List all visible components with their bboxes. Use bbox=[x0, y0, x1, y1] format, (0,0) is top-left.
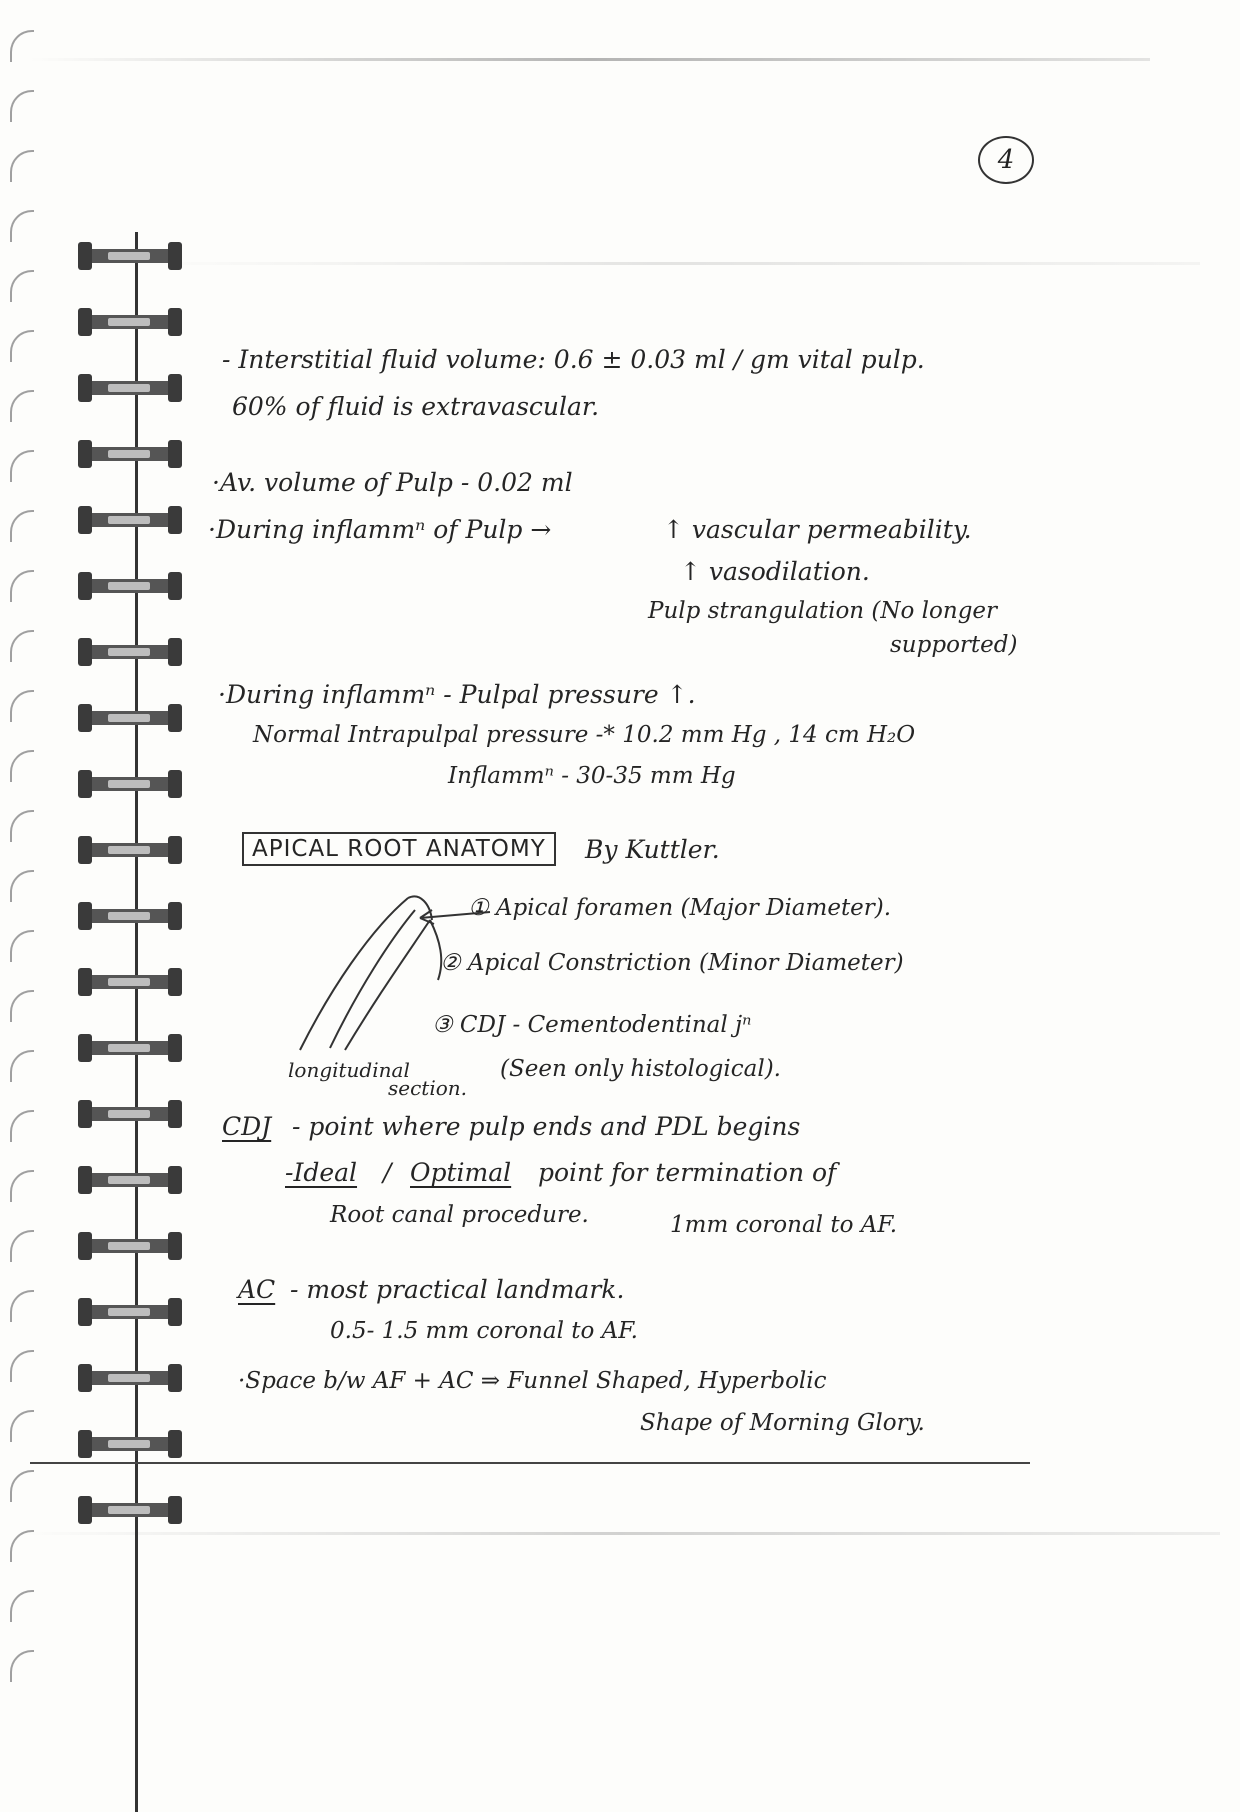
note-line: ·Av. volume of Pulp - 0.02 ml bbox=[212, 468, 573, 497]
margin-arc bbox=[10, 1050, 34, 1082]
margin-arc bbox=[10, 870, 34, 902]
spiral-ring bbox=[78, 966, 182, 998]
section-heading: APICAL ROOT ANATOMY bbox=[242, 832, 556, 866]
term-ac: AC bbox=[238, 1275, 276, 1304]
spiral-ring bbox=[78, 1296, 182, 1328]
diagram-caption: section. bbox=[388, 1076, 468, 1100]
margin-arc bbox=[10, 30, 34, 62]
margin-arc bbox=[10, 1590, 34, 1622]
note-line: Root canal procedure. bbox=[330, 1202, 589, 1228]
margin-arc bbox=[10, 930, 34, 962]
spiral-ring bbox=[78, 1098, 182, 1130]
note-line: - most practical landmark. bbox=[290, 1275, 625, 1304]
term-separator: / bbox=[383, 1158, 392, 1187]
spiral-ring bbox=[78, 1032, 182, 1064]
scan-line-top bbox=[30, 58, 1150, 61]
note-line: Shape of Morning Glory. bbox=[640, 1410, 925, 1436]
diagram-label-cdj: ③ CDJ - Cementodentinal jⁿ bbox=[432, 1012, 752, 1038]
note-line: Normal Intrapulpal pressure -* 10.2 mm Hg , 14 cm H₂O bbox=[253, 722, 916, 748]
note-line: - Interstitial fluid volume: 0.6 ± 0.03 ml / gm vital pulp. bbox=[222, 345, 925, 374]
margin-arc bbox=[10, 150, 34, 182]
term-cdj: CDJ bbox=[222, 1112, 272, 1141]
spiral-ring bbox=[78, 636, 182, 668]
note-line: ·Space b/w AF + AC ⇒ Funnel Shaped, Hyperbolic bbox=[238, 1368, 827, 1394]
margin-arc bbox=[10, 1350, 34, 1382]
note-line: - point where pulp ends and PDL begins bbox=[292, 1112, 801, 1141]
page-bottom-edge bbox=[30, 1462, 1030, 1464]
margin-arc bbox=[10, 390, 34, 422]
term-ideal: -Ideal bbox=[285, 1158, 358, 1187]
note-line: 0.5- 1.5 mm coronal to AF. bbox=[330, 1318, 638, 1344]
spiral-ring bbox=[78, 900, 182, 932]
margin-arc bbox=[10, 750, 34, 782]
spiral-ring bbox=[78, 1428, 182, 1460]
spiral-ring bbox=[78, 768, 182, 800]
diagram-caption: longitudinal bbox=[288, 1058, 410, 1082]
spiral-ring bbox=[78, 240, 182, 272]
spiral-ring bbox=[78, 834, 182, 866]
term-optimal: Optimal bbox=[410, 1158, 512, 1187]
margin-arc bbox=[10, 450, 34, 482]
note-line: Pulp strangulation (No longer bbox=[648, 598, 998, 624]
spiral-ring bbox=[78, 702, 182, 734]
note-line: supported) bbox=[890, 632, 1018, 658]
spiral-ring bbox=[78, 1494, 182, 1526]
spiral-ring bbox=[78, 570, 182, 602]
note-line: ·During inflammⁿ - Pulpal pressure ↑. bbox=[218, 680, 696, 709]
page-number: 4 bbox=[978, 136, 1034, 184]
margin-arc bbox=[10, 210, 34, 242]
spiral-ring bbox=[78, 504, 182, 536]
margin-arc bbox=[10, 1230, 34, 1262]
spiral-ring bbox=[78, 306, 182, 338]
diagram-label-apical-constriction: ② Apical Constriction (Minor Diameter) bbox=[440, 950, 904, 976]
spiral-ring bbox=[78, 1164, 182, 1196]
margin-arc bbox=[10, 990, 34, 1022]
margin-arc bbox=[10, 1110, 34, 1142]
margin-arc bbox=[10, 1410, 34, 1442]
margin-arc bbox=[10, 1470, 34, 1502]
margin-arc bbox=[10, 690, 34, 722]
note-line: 60% of fluid is extravascular. bbox=[232, 392, 600, 421]
margin-arc bbox=[10, 810, 34, 842]
spiral-ring bbox=[78, 372, 182, 404]
margin-arc bbox=[10, 90, 34, 122]
margin-arc bbox=[10, 1650, 34, 1682]
margin-arc bbox=[10, 270, 34, 302]
note-line: ↑ vascular permeability. bbox=[663, 515, 972, 544]
spiral-ring bbox=[78, 438, 182, 470]
margin-arc bbox=[10, 1290, 34, 1322]
scan-line-bottom bbox=[20, 1532, 1220, 1535]
section-byline: By Kuttler. bbox=[585, 835, 720, 864]
note-line: point for termination of bbox=[538, 1158, 837, 1187]
margin-arc bbox=[10, 1530, 34, 1562]
margin-arc bbox=[10, 510, 34, 542]
note-line: ↑ vasodilation. bbox=[680, 557, 870, 586]
margin-arc bbox=[10, 570, 34, 602]
diagram-label-apical-foramen: ① Apical foramen (Major Diameter). bbox=[468, 895, 892, 921]
margin-arc bbox=[10, 330, 34, 362]
spiral-ring bbox=[78, 1362, 182, 1394]
scan-line-mid bbox=[140, 262, 1200, 265]
spiral-ring bbox=[78, 1230, 182, 1262]
diagram-label-cdj-note: (Seen only histological). bbox=[500, 1056, 781, 1082]
note-line: Inflammⁿ - 30-35 mm Hg bbox=[448, 763, 736, 789]
margin-arc bbox=[10, 1170, 34, 1202]
note-line: ·During inflammⁿ of Pulp → bbox=[208, 515, 552, 544]
note-line: 1mm coronal to AF. bbox=[670, 1212, 898, 1238]
margin-arc bbox=[10, 630, 34, 662]
